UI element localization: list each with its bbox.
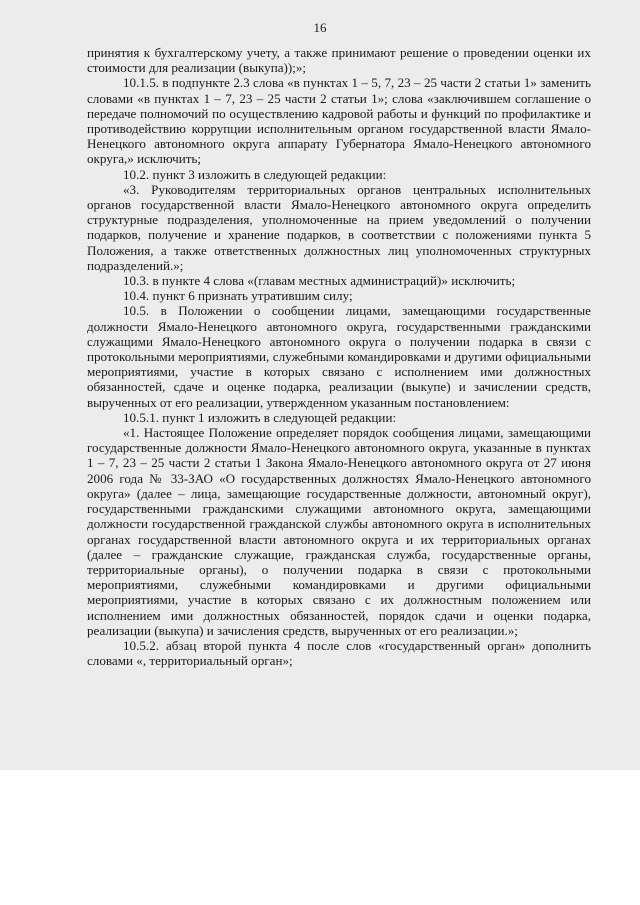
paragraph: 10.3. в пункте 4 слова «(главам местных администраций)» исключить; [123,273,516,289]
page-number: 16 [313,20,327,35]
document-body [87,45,591,668]
paragraph: принятия к бухгалтерскому учету, а также принимают решение о проведении оценки их стоимости для реализации (выкупа));»; [87,45,591,76]
paragraph: «1. Настоящее Положение определяет порядок сообщения лицами, замещающими государственные должности Ямало-Ненецкого автономного округа, указанные в пунктах 1 – 7, 23 – 25 части 2 статьи 1 Закона Ямало-Ненецкого автономного округа от 27 июня 2006 года № 33-ЗАО «О государственных должностях Ямало-Ненецкого автономного округа» (далее – лица, замещающие государственные должности, автономный округ), государственными гражданскими служащими автономного округа, замещающими должности государственной гражданской службы автономного округа в исполнительных органах государственной власти автономного округа и их территориальных органах (далее – гражданские служащие, гражданская служба, государственные органы, территориальные органы), о получении подарка в связи с протокольными мероприятиями, служебными командировками и другими официальными мероприятиями, участие в которых связано с их должностным положением или исполнением ими должностных обязанностей, порядок сдачи и оценки подарка, реализации (выкупа) и зачисления средств, вырученных от его реализации.»; [87,425,591,638]
paragraph: «3. Руководителям территориальных органов центральных исполнительных органов государственной власти Ямало-Ненецкого автономного округа определить структурные подразделения, уполномоченные на прием уведомлений о получении подарков, получение и хранение подарков, в соответствии с положениями пункта 5 Положения, а также ответственных должностных лиц уполномоченных структурных подразделений.»; [87,181,591,273]
paragraph: 10.5. в Положении о сообщении лицами, замещающими государственные должности Ямало-Ненецкого автономного округа, государственными гражданскими служащими Ямало-Ненецкого автономного округа о получении подарка в связи с протокольными мероприятиями, служебными командировками и другими официальными мероприятиями, участие в которых связано с исполнением ими должностных обязанностей, сдаче и оценке подарка, реализации (выкупе) и зачислении средств, вырученных от его реализации, утвержденном указанным постановлением: [87,303,591,410]
paragraph: 10.5.1. пункт 1 изложить в следующей редакции: [123,409,397,425]
paragraph: 10.1.5. в подпункте 2.3 слова «в пунктах 1 – 5, 7, 23 – 25 части 2 статьи 1» заменить словами «в пунктах 1 – 7, 23 – 25 части 2 статьи 1»; слова «заключившем соглашение о передаче полномочий по осуществлению кадровой работы и функций по профилактике и противодействию коррупции исполнительным органом государственной власти Ямало-Ненецкого автономного округа аппарату Губернатора Ямало-Ненецкого автономного округа,» исключить; [87,75,591,167]
paragraph: 10.4. пункт 6 признать утратившим силу; [123,288,353,304]
paragraph: 10.2. пункт 3 изложить в следующей редакции: [123,166,387,182]
paragraph: 10.5.2. абзац второй пункта 4 после слов «государственный орган» дополнить словами «, территориальный орган»; [87,637,591,669]
